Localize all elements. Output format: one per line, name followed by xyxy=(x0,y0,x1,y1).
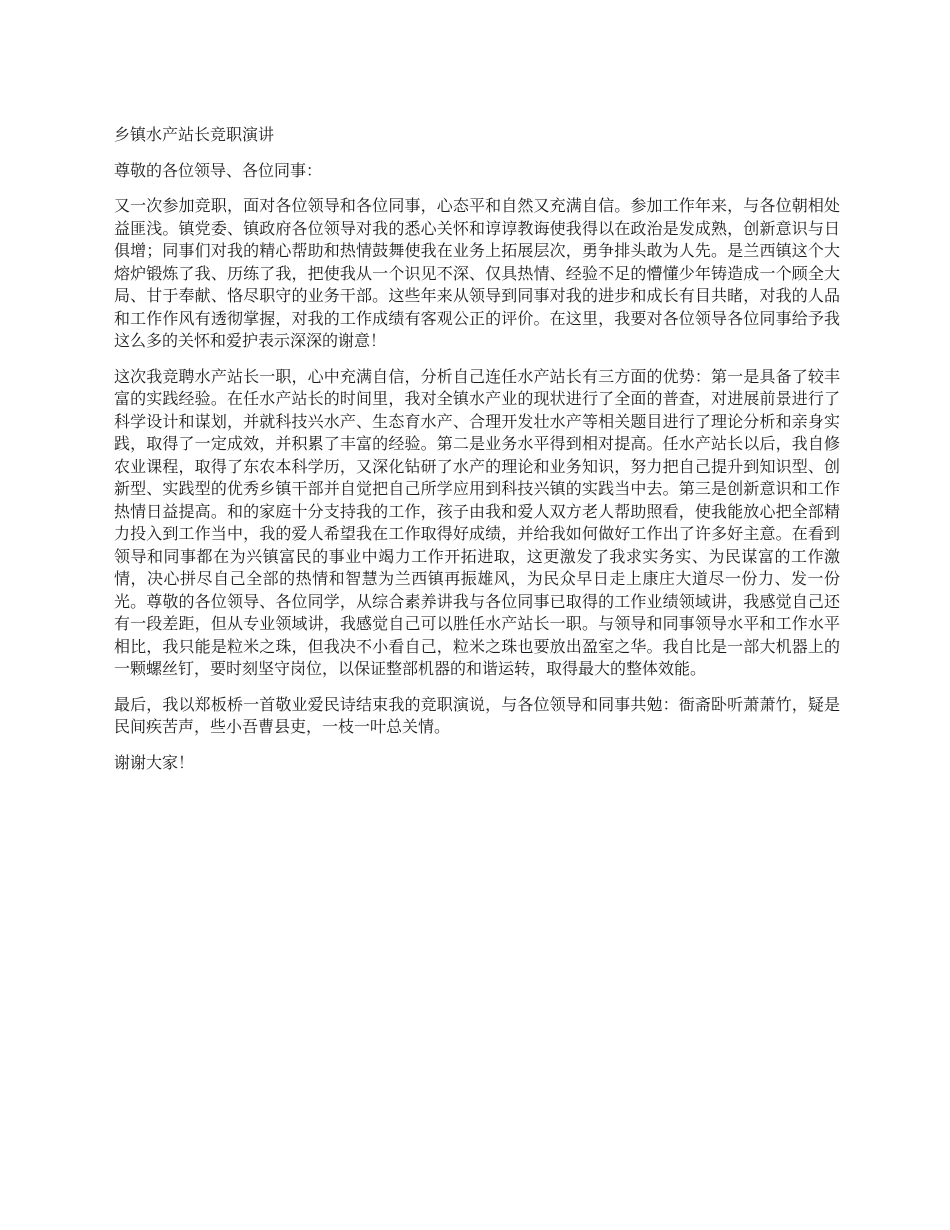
greeting-line: 尊敬的各位领导、各位同事： xyxy=(114,160,323,180)
document-title: 乡镇水产站长竞职演讲 xyxy=(114,125,275,144)
body-paragraph-2: 这次我竞聘水产站长一职，心中充满自信，分析自己连任水产站长有三方面的优势：第一是具备了较丰富的实践经验。在任水产站长的时间里，我对全镇水产业的现状进行了全面的普查，对进展前景进行了科学设计和谋划，并就科技兴水产、生态育水产、合理开发壮水产等相关题目进行了理论分析和亲身实践，取得了一定成效，并积累了丰富的经验。第二是业务水平得到相对提高。任水产站长以后，我自修农业课程，取得了东农本科学历，又深化钻研了水产的理论和业务知识，努力把自己提升到知识型、创新型、实践型的优秀乡镇干部并自觉把自己所学应用到科技兴镇的实践当中去。第三是创新意识和工作热情日益提高。和的家庭十分支持我的工作，孩子由我和爱人双方老人帮助照看，使我能放心把全部精力投入到工作当中，我的爱人希望我在工作取得好成绩，并给我如何做好工作出了许多好主意。在看到领导和同事都在为兴镇富民的事业中竭力工作开拓进取，这更激发了我求实务实、为民谋富的工作激情，决心拼尽自己全部的热情和智慧为兰西镇再振雄风，为民众早日走上康庄大道尽一份力、发一份光。尊敬的各位领导、各位同学，从综合素养讲我与各位同事已取得的工作业绩领域讲，我感觉自己还有一段差距，但从专业领域讲，我感觉自己可以胜任水产站长一职。与领导和同事领导水平和工作水平相比，我只能是粒米之珠，但我决不小看自己，粒米之珠也要放出盈室之华。我自比是一部大机器上的一颗螺丝钉，要时刻坚守岗位，以保证整部机器的和谐运转，取得最大的整体效能。 xyxy=(114,366,840,678)
closing-line: 谢谢大家！ xyxy=(114,752,195,772)
body-paragraph-3: 最后，我以郑板桥一首敬业爱民诗结束我的竞职演说，与各位领导和同事共勉：衙斋卧听萧萧竹，疑是民间疾苦声，些小吾曹县吏，一枝一叶总关情。 xyxy=(114,694,840,736)
body-paragraph-1: 又一次参加竞职，面对各位领导和各位同事，心态平和自然又充满自信。参加工作年来，与各位朝相处益匪浅。镇党委、镇政府各位领导对我的悉心关怀和谆谆教诲使我得以在政治是发成熟，创新意识与日俱增；同事们对我的精心帮助和热情鼓舞使我在业务上拓展层次，勇争排头敢为人先。是兰西镇这个大熔炉锻炼了我、历练了我，把使我从一个识见不深、仅具热情、经验不足的懵懂少年铸造成一个顾全大局、甘于奉献、恪尽职守的业务干部。这些年来从领导到同事对我的进步和成长有目共睹，对我的人品和工作作风有透彻掌握，对我的工作成绩有客观公正的评价。在这里，我要对各位领导各位同事给予我这么多的关怀和爱护表示深深的谢意！ xyxy=(114,196,840,350)
document-page xyxy=(114,124,840,787)
